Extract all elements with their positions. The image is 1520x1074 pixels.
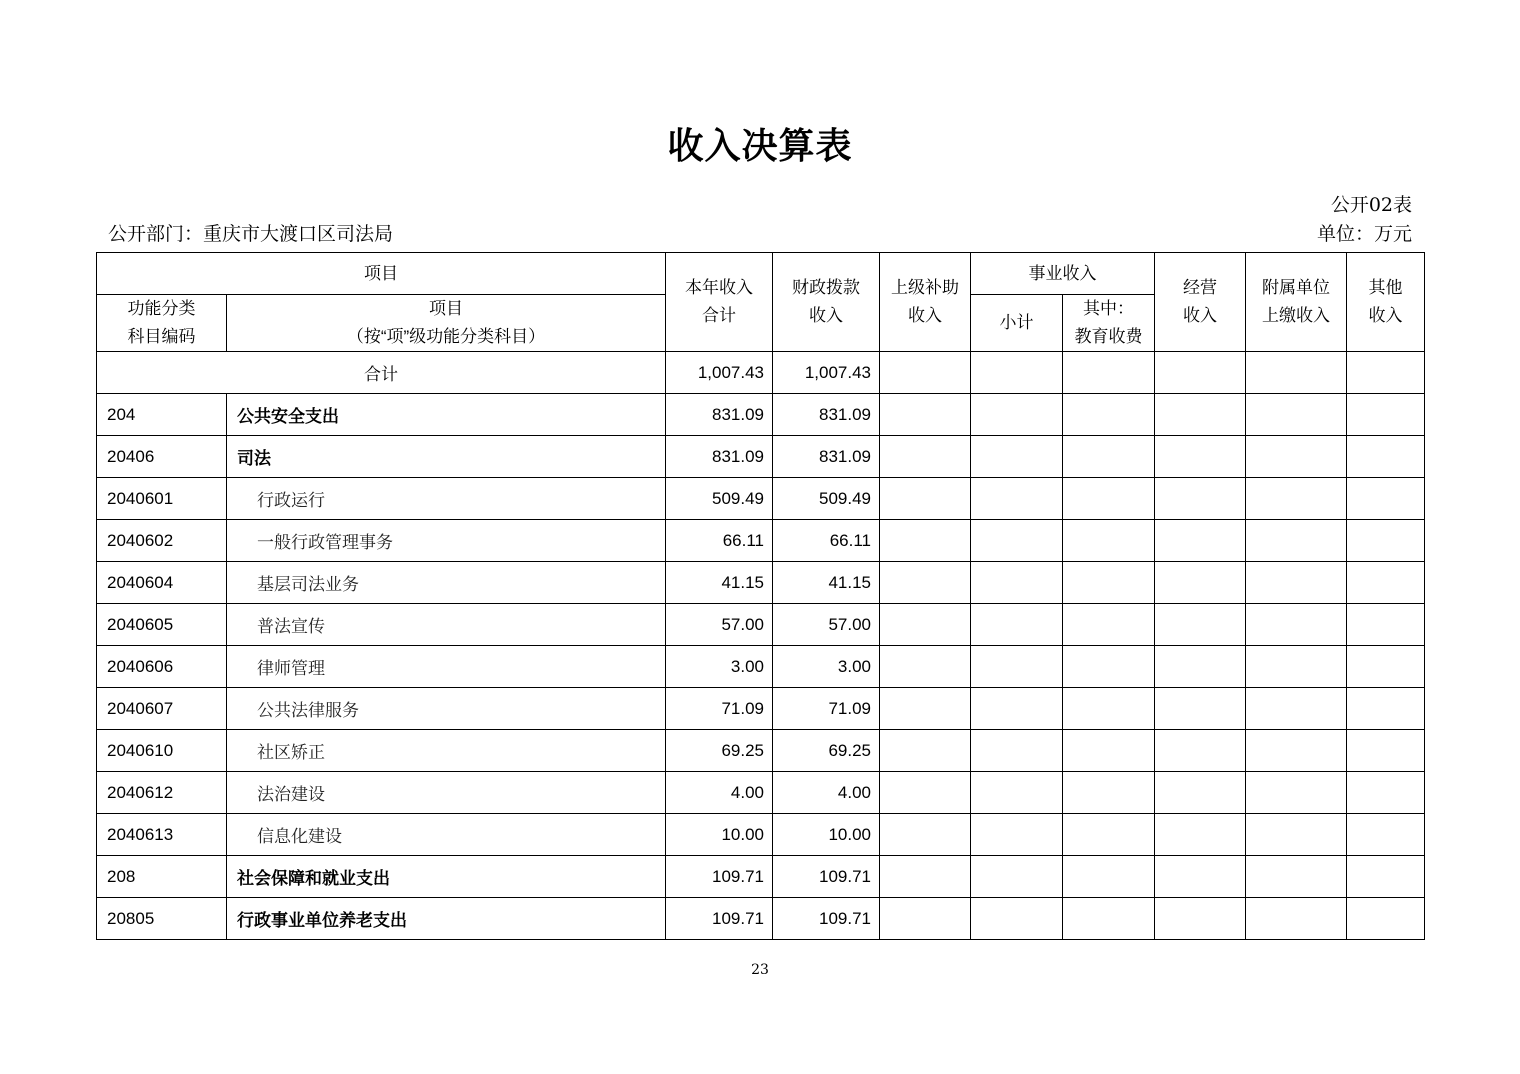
empty-cell <box>1063 604 1155 646</box>
empty-cell <box>1063 436 1155 478</box>
empty-cell <box>971 646 1063 688</box>
empty-cell <box>971 394 1063 436</box>
empty-cell <box>1347 772 1425 814</box>
row-total: 69.25 <box>666 730 773 772</box>
total-row <box>97 352 1425 394</box>
empty-cell <box>971 730 1063 772</box>
row-fiscal: 71.09 <box>773 688 880 730</box>
empty-cell <box>1155 646 1246 688</box>
header-subsidy: 上级补助 收入 <box>880 253 971 352</box>
empty-cell <box>1063 898 1155 940</box>
row-name: 普法宣传 <box>227 604 666 646</box>
row-total: 831.09 <box>666 436 773 478</box>
empty-cell <box>1063 478 1155 520</box>
row-code: 2040606 <box>97 646 227 688</box>
empty-cell <box>880 814 971 856</box>
header-other: 其他 收入 <box>1347 253 1425 352</box>
page-title: 收入决算表 <box>667 126 853 167</box>
row-fiscal: 4.00 <box>773 772 880 814</box>
row-name: 行政运行 <box>227 478 666 520</box>
row-code: 2040604 <box>97 562 227 604</box>
empty-cell <box>1347 478 1425 520</box>
row-total: 109.71 <box>666 898 773 940</box>
row-name: 社会保障和就业支出 <box>227 856 666 898</box>
table-row <box>97 562 1425 604</box>
empty-cell <box>1063 814 1155 856</box>
row-name: 行政事业单位养老支出 <box>227 898 666 940</box>
empty-cell <box>971 898 1063 940</box>
unit-label: 单位：万元 <box>1316 223 1412 245</box>
row-name: 司法 <box>227 436 666 478</box>
total-fiscal: 1,007.43 <box>773 352 880 394</box>
empty-cell <box>971 520 1063 562</box>
row-fiscal: 109.71 <box>773 856 880 898</box>
row-fiscal: 831.09 <box>773 436 880 478</box>
row-total: 71.09 <box>666 688 773 730</box>
empty-cell <box>1063 856 1155 898</box>
empty-cell <box>880 646 971 688</box>
empty-cell <box>1063 646 1155 688</box>
empty-cell <box>1347 520 1425 562</box>
empty-cell <box>1155 688 1246 730</box>
row-fiscal: 509.49 <box>773 478 880 520</box>
empty-cell <box>971 436 1063 478</box>
empty-cell <box>1063 394 1155 436</box>
header-subtotal: 小计 <box>971 295 1063 352</box>
row-code: 2040612 <box>97 772 227 814</box>
empty-cell <box>1063 772 1155 814</box>
empty-cell <box>1246 394 1347 436</box>
empty-cell <box>971 814 1063 856</box>
row-fiscal: 831.09 <box>773 394 880 436</box>
row-fiscal: 57.00 <box>773 604 880 646</box>
empty-cell <box>880 604 971 646</box>
row-total: 57.00 <box>666 604 773 646</box>
empty-cell <box>880 520 971 562</box>
total-amount: 1,007.43 <box>666 352 773 394</box>
empty-cell <box>1246 856 1347 898</box>
table-row <box>97 898 1425 940</box>
row-code: 20406 <box>97 436 227 478</box>
row-fiscal: 3.00 <box>773 646 880 688</box>
empty-cell <box>971 604 1063 646</box>
row-code: 2040610 <box>97 730 227 772</box>
row-code: 2040601 <box>97 478 227 520</box>
row-fiscal: 41.15 <box>773 562 880 604</box>
empty-cell <box>1246 814 1347 856</box>
row-total: 4.00 <box>666 772 773 814</box>
empty-cell <box>880 436 971 478</box>
empty-cell <box>1347 646 1425 688</box>
empty-cell <box>1347 688 1425 730</box>
empty-cell <box>1155 394 1246 436</box>
header-affiliated: 附属单位 上缴收入 <box>1246 253 1347 352</box>
empty-cell <box>880 898 971 940</box>
row-name: 公共安全支出 <box>227 394 666 436</box>
form-number: 公开02表 <box>1330 194 1412 216</box>
department-label: 公开部门：重庆市大渡口区司法局 <box>108 223 394 245</box>
empty-cell <box>1246 436 1347 478</box>
row-total: 509.49 <box>666 478 773 520</box>
empty-cell <box>1155 562 1246 604</box>
empty-cell <box>1246 688 1347 730</box>
table-row <box>97 394 1425 436</box>
empty-cell <box>1347 562 1425 604</box>
empty-cell <box>1246 604 1347 646</box>
row-name: 社区矫正 <box>227 730 666 772</box>
empty-cell <box>880 394 971 436</box>
row-name: 基层司法业务 <box>227 562 666 604</box>
empty-cell <box>1347 394 1425 436</box>
row-code: 2040602 <box>97 520 227 562</box>
row-total: 66.11 <box>666 520 773 562</box>
page-number: 23 <box>751 962 769 978</box>
empty-cell <box>1155 604 1246 646</box>
empty-cell <box>1246 898 1347 940</box>
empty-cell <box>880 856 971 898</box>
empty-cell <box>1155 772 1246 814</box>
table-row <box>97 772 1425 814</box>
row-total: 41.15 <box>666 562 773 604</box>
header-operation: 经营 收入 <box>1155 253 1246 352</box>
empty-cell <box>880 478 971 520</box>
row-code: 208 <box>97 856 227 898</box>
empty-cell <box>880 562 971 604</box>
empty-cell <box>1155 478 1246 520</box>
table-row <box>97 604 1425 646</box>
table-row <box>97 520 1425 562</box>
row-total: 3.00 <box>666 646 773 688</box>
row-name: 律师管理 <box>227 646 666 688</box>
empty-cell <box>1155 856 1246 898</box>
empty-cell <box>1347 436 1425 478</box>
table-row <box>97 856 1425 898</box>
empty-cell <box>1063 730 1155 772</box>
empty-cell <box>1155 898 1246 940</box>
empty-cell <box>1063 688 1155 730</box>
header-code: 功能分类 科目编码 <box>97 295 227 352</box>
row-name: 法治建设 <box>227 772 666 814</box>
empty-cell <box>1155 730 1246 772</box>
empty-cell <box>880 772 971 814</box>
row-fiscal: 10.00 <box>773 814 880 856</box>
empty-cell <box>1246 520 1347 562</box>
row-fiscal: 66.11 <box>773 520 880 562</box>
empty-cell <box>1347 604 1425 646</box>
table-row <box>97 646 1425 688</box>
header-edu: 其中： 教育收费 <box>1063 295 1155 352</box>
header-name: 项目 （按“项”级功能分类科目） <box>227 295 666 352</box>
empty-cell <box>1063 520 1155 562</box>
table-row <box>97 730 1425 772</box>
header-business-group: 事业收入 <box>971 253 1155 295</box>
header-total: 本年收入 合计 <box>666 253 773 352</box>
row-total: 10.00 <box>666 814 773 856</box>
empty-cell <box>880 688 971 730</box>
empty-cell <box>1246 646 1347 688</box>
row-name: 一般行政管理事务 <box>227 520 666 562</box>
empty-cell <box>1246 562 1347 604</box>
empty-cell <box>971 688 1063 730</box>
row-total: 109.71 <box>666 856 773 898</box>
row-code: 20805 <box>97 898 227 940</box>
empty-cell <box>971 772 1063 814</box>
row-name: 信息化建设 <box>227 814 666 856</box>
empty-cell <box>1246 478 1347 520</box>
empty-cell <box>880 730 971 772</box>
row-code: 2040607 <box>97 688 227 730</box>
table-row <box>97 436 1425 478</box>
header-item-group: 项目 <box>97 253 666 295</box>
row-total: 831.09 <box>666 394 773 436</box>
empty-cell <box>1347 814 1425 856</box>
empty-cell <box>1347 898 1425 940</box>
empty-cell <box>1347 730 1425 772</box>
row-fiscal: 69.25 <box>773 730 880 772</box>
empty-cell <box>1246 730 1347 772</box>
row-fiscal: 109.71 <box>773 898 880 940</box>
empty-cell <box>1063 562 1155 604</box>
header-fiscal: 财政拨款 收入 <box>773 253 880 352</box>
total-label: 合计 <box>97 352 666 394</box>
empty-cell <box>1155 436 1246 478</box>
table-row <box>97 814 1425 856</box>
empty-cell <box>1155 814 1246 856</box>
income-table <box>96 252 1425 940</box>
empty-cell <box>1347 856 1425 898</box>
table-row <box>97 688 1425 730</box>
table-row <box>97 478 1425 520</box>
row-code: 2040605 <box>97 604 227 646</box>
row-name: 公共法律服务 <box>227 688 666 730</box>
row-code: 2040613 <box>97 814 227 856</box>
empty-cell <box>1246 772 1347 814</box>
empty-cell <box>971 562 1063 604</box>
empty-cell <box>971 478 1063 520</box>
row-code: 204 <box>97 394 227 436</box>
empty-cell <box>971 856 1063 898</box>
empty-cell <box>1155 520 1246 562</box>
